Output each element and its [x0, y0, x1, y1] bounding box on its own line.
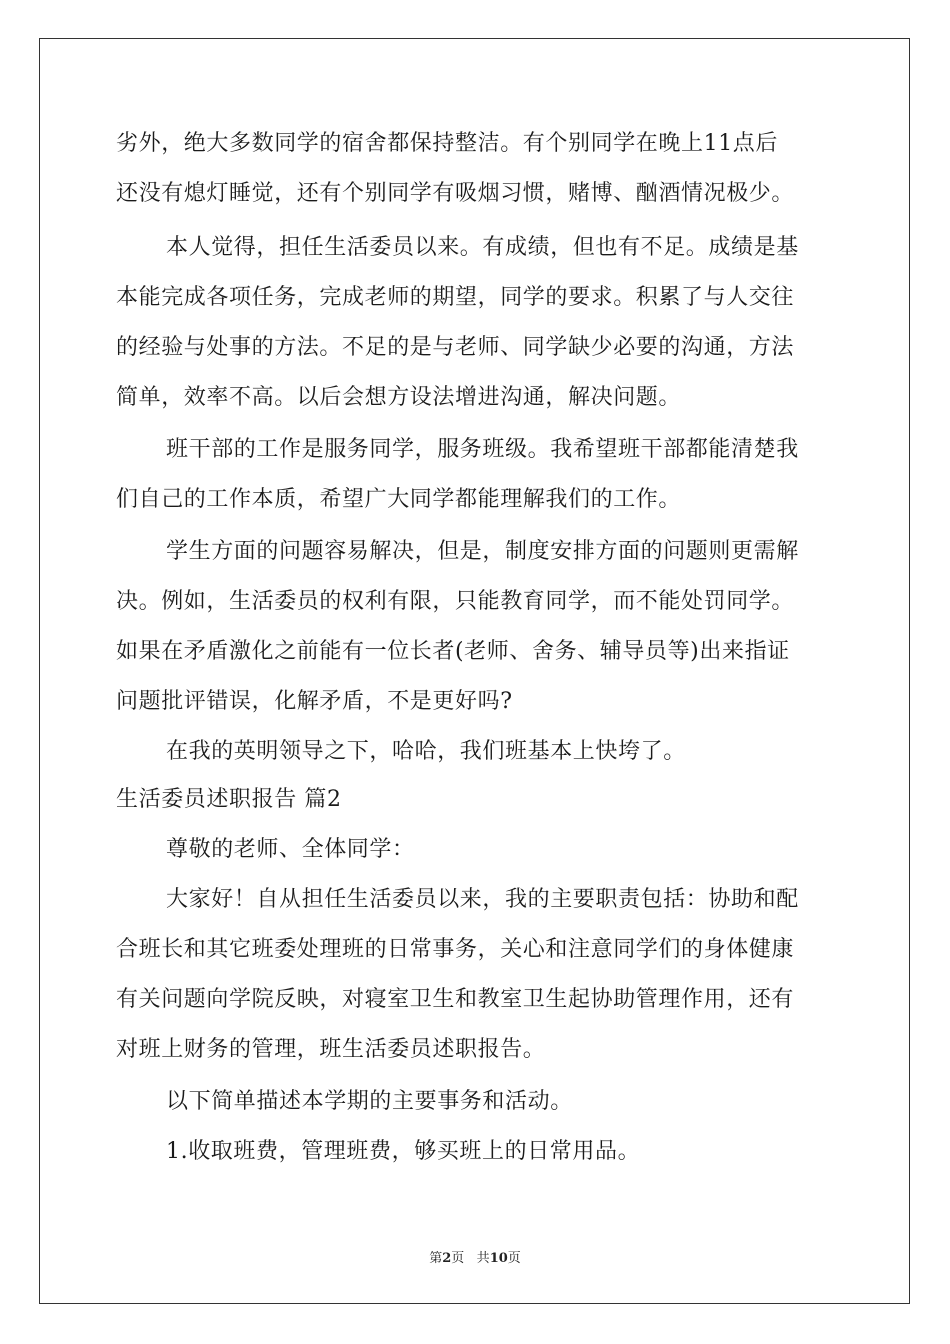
paragraph-start: 大家好！自从担任生活委员以来，我的主要职责包括：协助和配: [166, 887, 799, 912]
paragraph-start: 在我的英明领导之下，哈哈，我们班基本上快垮了。: [166, 739, 686, 764]
text-line: 对班上财务的管理，班生活委员述职报告。: [116, 1037, 546, 1062]
text-line: 的经验与处事的方法。不足的是与老师、同学缺少必要的沟通，方法: [116, 335, 795, 360]
paragraph-start: 本人觉得，担任生活委员以来。有成绩，但也有不足。成绩是基: [166, 235, 799, 260]
text-line: 劣外，绝大多数同学的宿舍都保持整洁。有个别同学在晚上11点后: [116, 131, 778, 156]
text-line: 如果在矛盾激化之前能有一位长者(老师、舍务、辅导员等)出来指证: [116, 639, 790, 664]
footer-total-prefix: 共: [476, 1251, 490, 1266]
footer-page-suffix: 页: [451, 1251, 465, 1266]
text-line: 本能完成各项任务，完成老师的期望，同学的要求。积累了与人交往: [116, 285, 795, 310]
text-line: 们自己的工作本质，希望广大同学都能理解我们的工作。: [116, 487, 682, 512]
page-footer: [0, 1247, 950, 1266]
text-line: 有关问题向学院反映，对寝室卫生和教室卫生起协助管理作用，还有: [116, 987, 795, 1012]
paragraph-start: 以下简单描述本学期的主要事务和活动。: [166, 1089, 573, 1114]
list-item: 1.收取班费，管理班费，够买班上的日常用品。: [166, 1139, 641, 1164]
paragraph-start: 班干部的工作是服务同学，服务班级。我希望班干部都能清楚我: [166, 437, 799, 462]
text-line: 简单，效率不高。以后会想方设法增进沟通，解决问题。: [116, 385, 682, 410]
text-line: 还没有熄灯睡觉，还有个别同学有吸烟习惯，赌博、酗酒情况极少。: [116, 181, 795, 206]
paragraph-start: 学生方面的问题容易解决，但是，制度安排方面的问题则更需解: [166, 539, 799, 564]
text-line: 问题批评错误，化解矛盾，不是更好吗?: [116, 689, 513, 714]
section-heading: 生活委员述职报告 篇2: [116, 787, 342, 812]
text-line: 决。例如，生活委员的权利有限，只能教育同学，而不能处罚同学。: [116, 589, 795, 614]
footer-prefix: 第: [429, 1251, 443, 1266]
footer-total-suffix: 页: [507, 1251, 521, 1266]
salutation: 尊敬的老师、全体同学：: [166, 837, 415, 862]
total-pages-number: 10: [489, 1251, 508, 1266]
text-line: 合班长和其它班委处理班的日常事务，关心和注意同学们的身体健康: [116, 937, 795, 962]
current-page-number: 2: [442, 1251, 452, 1266]
